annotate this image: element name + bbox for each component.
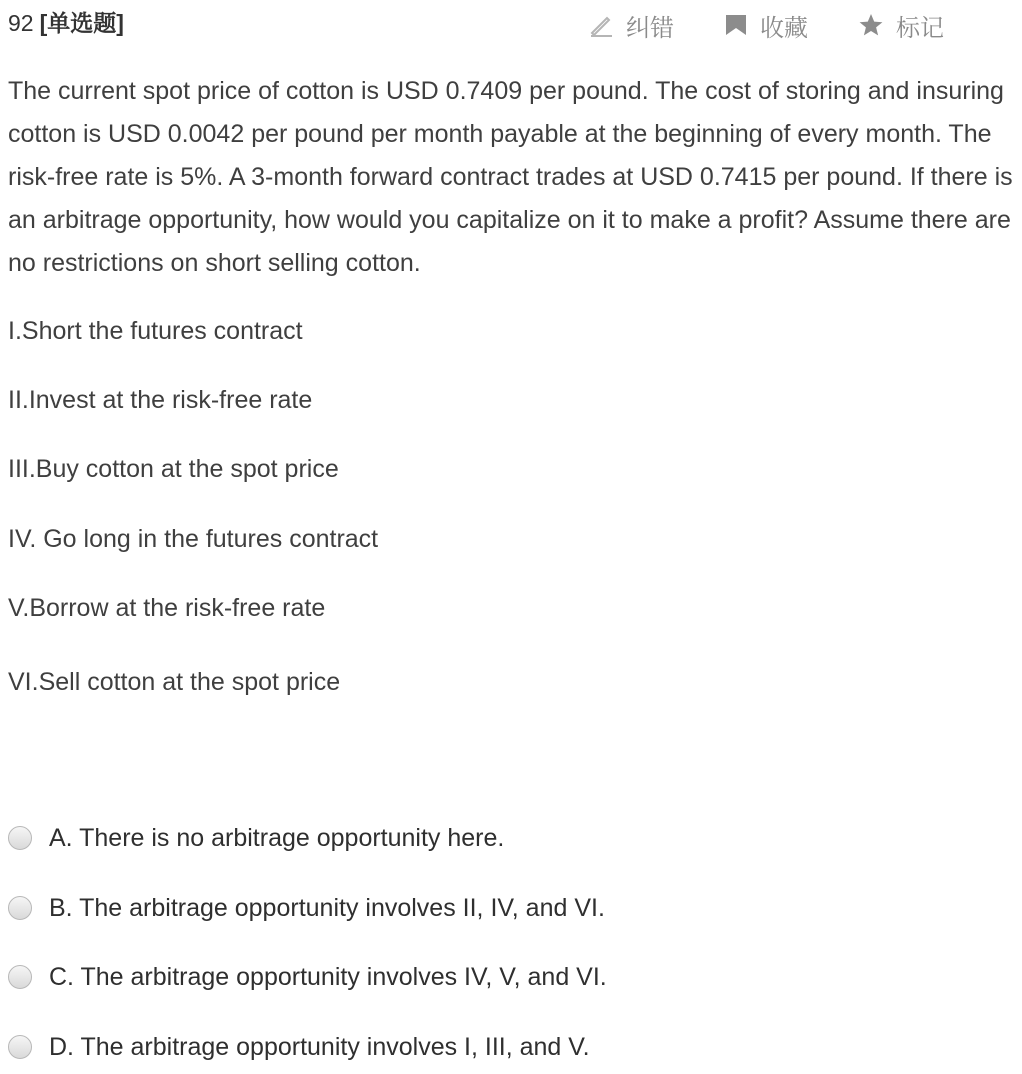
question-number-line: [8, 8, 124, 38]
option-label: B. The arbitrage opportunity involves II, IV, and VI.: [49, 894, 605, 922]
option-label: A. There is no arbitrage opportunity here.: [49, 824, 505, 852]
radio-button[interactable]: [8, 826, 32, 850]
report-error-label: 纠错: [626, 14, 674, 42]
option-a[interactable]: [8, 822, 504, 854]
option-b[interactable]: [8, 892, 605, 924]
bookmark-icon: [724, 13, 748, 37]
option-label: C. The arbitrage opportunity involves IV, V, and VI.: [49, 963, 607, 991]
option-label: D. The arbitrage opportunity involves I, III, and V.: [49, 1033, 590, 1061]
radio-button[interactable]: [8, 896, 32, 920]
radio-button[interactable]: [8, 1035, 32, 1059]
statement-item: V.Borrow at the risk-free rate: [8, 594, 326, 622]
mark-button[interactable]: [858, 8, 944, 43]
favorite-label: 收藏: [760, 14, 808, 42]
pencil-icon: [588, 12, 614, 38]
option-d[interactable]: [8, 1031, 590, 1063]
question-actions: [588, 8, 944, 42]
option-c[interactable]: [8, 961, 607, 993]
report-error-button[interactable]: [588, 8, 674, 43]
favorite-button[interactable]: [724, 8, 808, 43]
statement-item: VI.Sell cotton at the spot price: [8, 668, 341, 696]
star-icon: [858, 12, 884, 38]
radio-button[interactable]: [8, 965, 32, 989]
statement-item: II.Invest at the risk-free rate: [8, 386, 313, 414]
statement-item: III.Buy cotton at the spot price: [8, 455, 339, 483]
question-number: 92: [8, 10, 34, 36]
question-type: [单选题]: [39, 10, 124, 36]
statement-item: IV. Go long in the futures contract: [8, 525, 379, 553]
question-stem: The current spot price of cotton is USD 0.7409 per pound. The cost of storing and insuring cotton is USD 0.0042 per pound per month payable at the beginning of every month. The risk-free rate is 5%. A 3-month forward contract trades at USD 0.7415 per pound. If there is an arbitrage opportunity, how would you capitalize on it to make a profit? Assume there are no restrictions on short selling cotton.: [8, 77, 1013, 277]
statement-item: I.Short the futures contract: [8, 317, 303, 345]
mark-label: 标记: [896, 14, 944, 42]
question-header: [8, 8, 1008, 42]
